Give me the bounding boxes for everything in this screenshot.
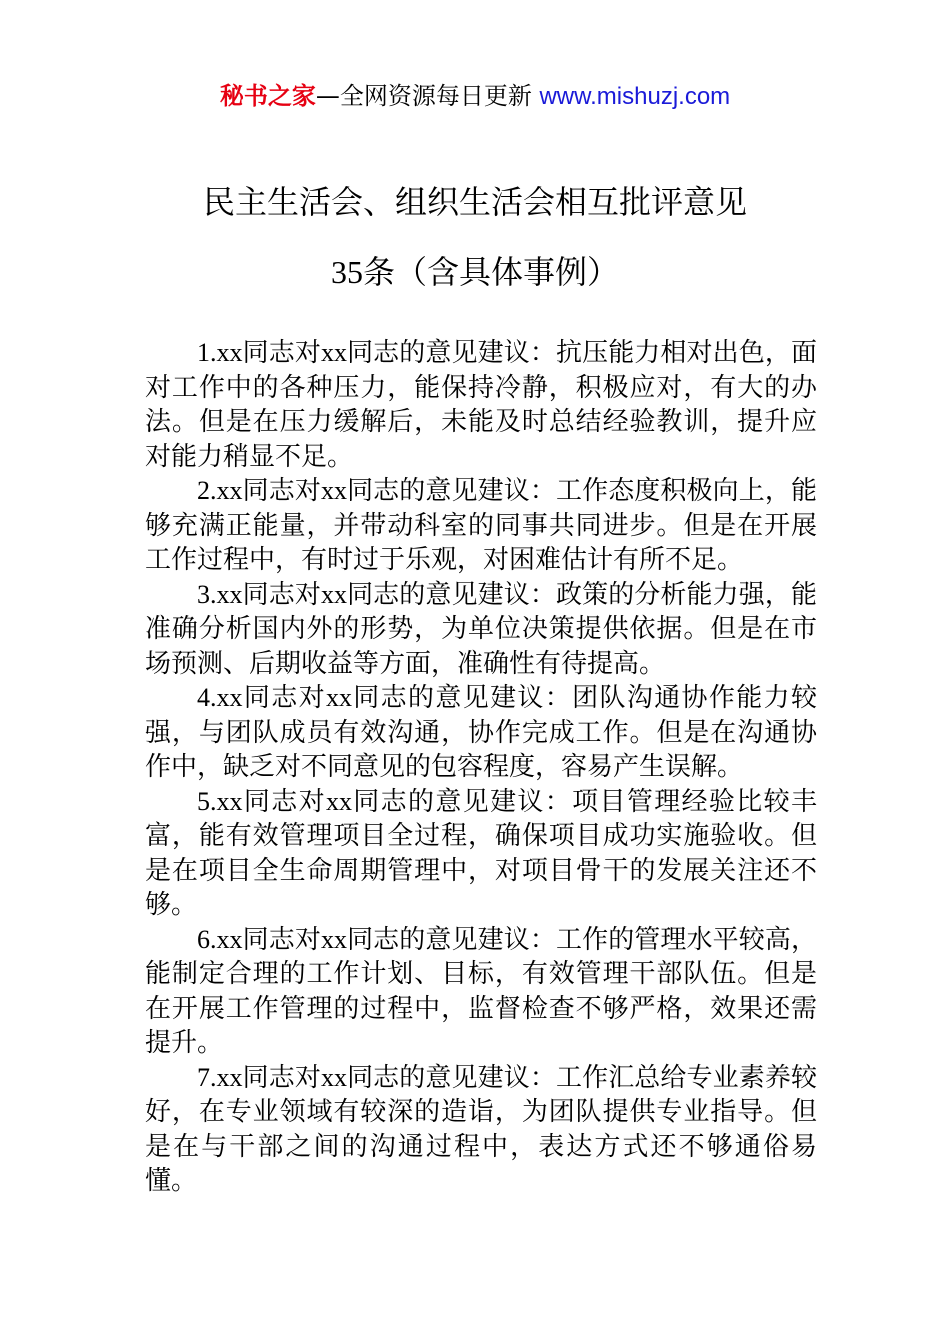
document-title-line-2 (0, 250, 950, 294)
site-header (0, 80, 950, 113)
header-tagline: —全网资源每日更新 (315, 82, 532, 110)
site-url-link[interactable]: www.mishuzj.com (539, 83, 731, 110)
list-item: 2.xx同志对xx同志的意见建议：工作态度积极向上，能够充满正能量，并带动科室的同事共同进步。但是在开展工作过程中，有时过于乐观，对困难估计有所不足。 (145, 476, 817, 575)
list-item: 3.xx同志对xx同志的意见建议：政策的分析能力强，能准确分析国内外的形势，为单位决策提供依据。但是在市场预测、后期收益等方面，准确性有待提高。 (145, 579, 817, 679)
list-item: 4.xx同志对xx同志的意见建议：团队沟通协作能力较强，与团队成员有效沟通，协作完成工作。但是在沟通协作中，缺乏对不同意见的包容程度，容易产生误解。 (145, 683, 817, 782)
list-item: 1.xx同志对xx同志的意见建议：抗压能力相对出色，面对工作中的各种压力，能保持冷静，积极应对，有大的办法。但是在压力缓解后，未能及时总结经验教训，提升应对能力稍显不足。 (145, 338, 817, 472)
title-suffix: 条（含具体事例） (362, 253, 619, 291)
list-item: 6.xx同志对xx同志的意见建议：工作的管理水平较高，能制定合理的工作计划、目标，有效管理干部队伍。但是在开展工作管理的过程中，监督检查不够严格，效果还需提升。 (145, 924, 817, 1058)
list-item: 7.xx同志对xx同志的意见建议：工作汇总给专业素养较好，在专业领域有较深的造诣，为团队提供专业指导。但是在与干部之间的沟通过程中，表达方式还不够通俗易懂。 (145, 1062, 817, 1196)
brand-name: 秘书之家 (219, 82, 316, 110)
title-count: 35 (330, 254, 363, 290)
document-body (145, 336, 817, 1199)
document-title-line-1: 民主生活会、组织生活会相互批评意见 (202, 183, 747, 221)
list-item: 5.xx同志对xx同志的意见建议：项目管理经验比较丰富，能有效管理项目全过程，确保项目成功实施验收。但是在项目全生命周期管理中，对项目骨干的发展关注还不够。 (145, 786, 817, 920)
